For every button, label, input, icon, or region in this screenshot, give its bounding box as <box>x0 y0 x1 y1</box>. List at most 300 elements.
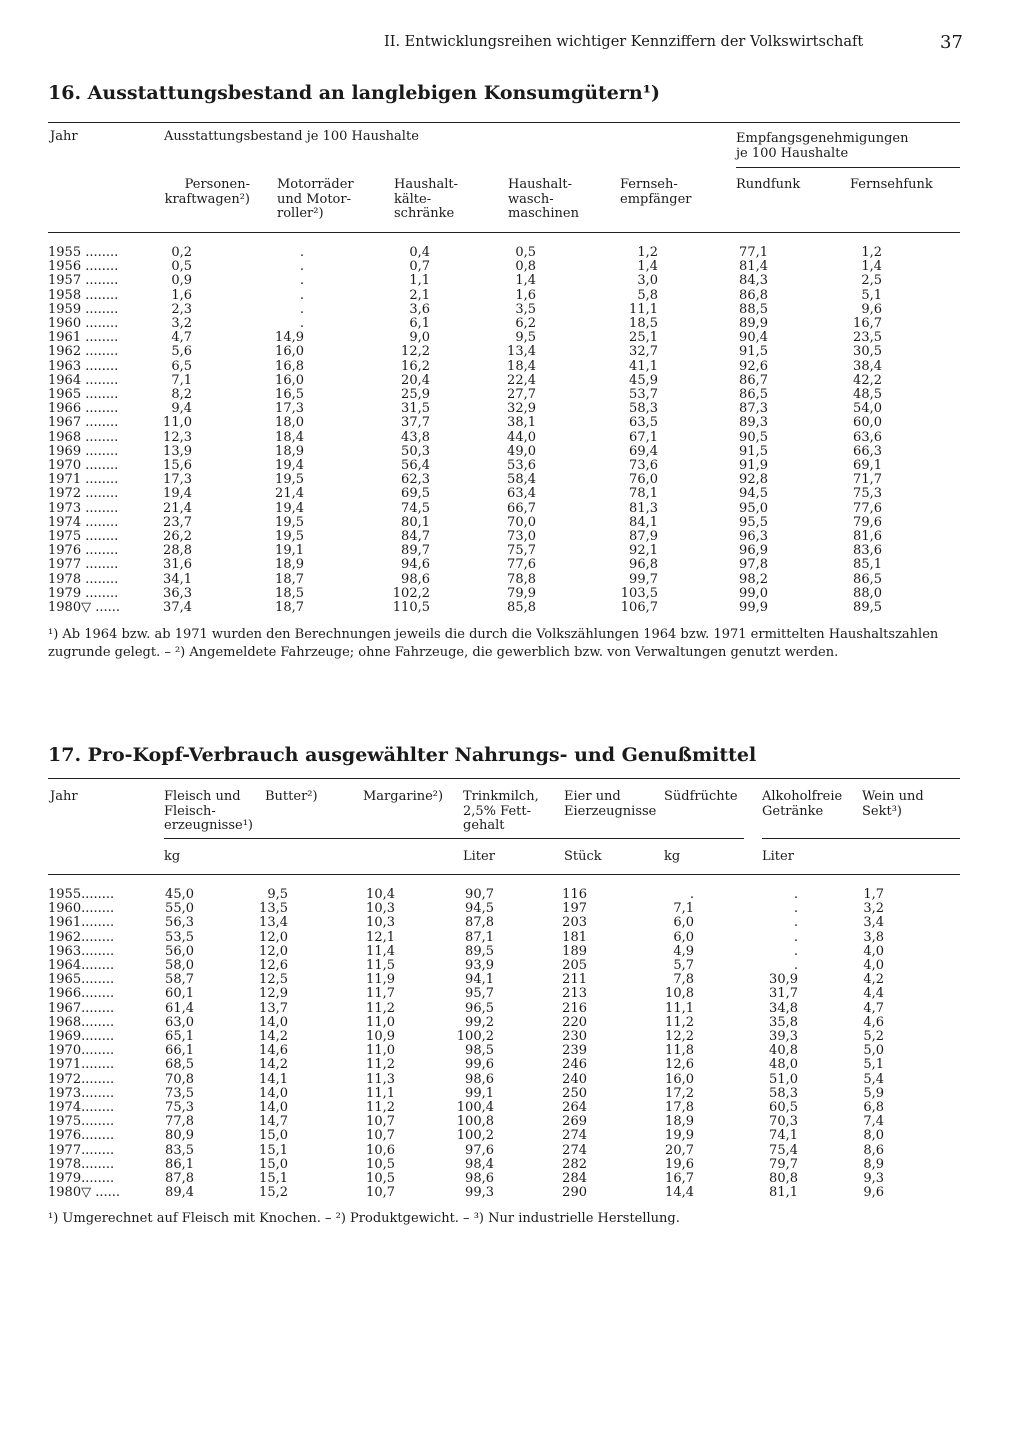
table-cell: 14,2 <box>259 1029 288 1044</box>
table-row <box>48 959 960 973</box>
table-cell: 11,3 <box>366 1071 395 1087</box>
table16-col-kuehlschrank: Haushalt- kälte- schränke <box>394 177 459 221</box>
table-cell: 84,7 <box>401 529 430 544</box>
table-cell: 86,8 <box>739 287 768 303</box>
table-cell: 92,8 <box>739 472 768 488</box>
table-cell: 41,1 <box>629 358 658 374</box>
row-year: 1975........ <box>48 1114 115 1130</box>
table-cell: 13,4 <box>259 915 288 931</box>
table-cell: 66,3 <box>853 443 882 459</box>
table-row <box>48 987 960 1001</box>
table-cell: 55,0 <box>165 901 194 917</box>
row-year: 1965........ <box>48 972 115 988</box>
table-cell: 10,9 <box>366 1029 395 1044</box>
table-cell: 99,6 <box>465 1057 494 1073</box>
table-cell: 27,7 <box>507 387 536 402</box>
table-cell: 230 <box>562 1029 587 1044</box>
table-cell: 88,5 <box>739 301 768 317</box>
table-row <box>48 973 960 987</box>
table-row <box>48 1002 960 1016</box>
table-cell: 56,0 <box>165 943 194 959</box>
table-cell: 76,0 <box>629 472 658 488</box>
row-year: 1958 ........ <box>48 287 119 303</box>
table-cell: 63,6 <box>853 429 882 445</box>
table-cell: 18,5 <box>275 585 304 601</box>
table-cell: 18,5 <box>629 316 658 331</box>
table-cell: 99,1 <box>465 1085 494 1101</box>
table-cell: 42,2 <box>853 372 882 388</box>
table-cell: . <box>299 301 304 317</box>
table-cell: 80,9 <box>165 1128 194 1144</box>
table-row <box>48 459 960 473</box>
table-cell: 15,2 <box>259 1185 288 1201</box>
table-cell: 58,3 <box>769 1085 798 1101</box>
table-cell: 1,1 <box>409 273 430 289</box>
table-cell: 83,5 <box>165 1142 194 1158</box>
table16-group2-rule <box>736 167 960 168</box>
table-cell: 10,5 <box>366 1171 395 1186</box>
table-row <box>48 246 960 260</box>
table-row <box>48 544 960 558</box>
table-cell: 0,5 <box>171 259 192 275</box>
table17-unit-liter2: Liter <box>762 849 794 864</box>
table-cell: 181 <box>562 929 587 945</box>
table17-col-eier: Eier und Eierzeugnisse <box>564 789 657 819</box>
table-cell: 39,3 <box>769 1029 798 1044</box>
table-cell: 10,6 <box>366 1142 395 1158</box>
table-cell: 216 <box>562 1000 587 1016</box>
table-cell: 12,5 <box>259 972 288 988</box>
table16-col-fernseher: Fernseh- empfänger <box>620 177 692 207</box>
table-row <box>48 902 960 916</box>
row-year: 1962 ........ <box>48 344 119 360</box>
table-cell: 13,9 <box>163 443 192 459</box>
table-cell: 8,0 <box>863 1128 884 1144</box>
table-cell: 16,2 <box>401 358 430 374</box>
table-cell: 23,5 <box>853 330 882 346</box>
table-cell: 98,6 <box>401 571 430 587</box>
table-cell: 3,6 <box>409 301 430 317</box>
table-cell: 9,5 <box>267 887 288 902</box>
table-cell: 9,5 <box>515 330 536 346</box>
table-cell: 5,6 <box>171 344 192 360</box>
table-cell: 89,4 <box>165 1185 194 1201</box>
table-cell: 77,6 <box>853 500 882 516</box>
table-cell: 4,9 <box>673 943 694 959</box>
table-cell: 18,0 <box>275 415 304 431</box>
table-cell: 73,0 <box>507 529 536 544</box>
table-cell: 18,4 <box>507 358 536 374</box>
table-cell: 14,6 <box>259 1043 288 1059</box>
table-cell: . <box>299 273 304 289</box>
row-year: 1961 ........ <box>48 330 119 346</box>
table-cell: 38,4 <box>853 358 882 374</box>
table-row <box>48 1144 960 1158</box>
table-cell: 67,1 <box>629 429 658 445</box>
row-year: 1980▽ ...... <box>48 1185 121 1201</box>
table-cell: 60,5 <box>769 1100 798 1115</box>
table-row <box>48 317 960 331</box>
table-cell: 77,6 <box>507 557 536 573</box>
table-cell: 49,0 <box>507 443 536 459</box>
table-cell: 89,5 <box>853 600 882 615</box>
table-row <box>48 888 960 902</box>
table-cell: 60,1 <box>165 986 194 1002</box>
row-year: 1971........ <box>48 1057 115 1073</box>
table-cell: 102,2 <box>392 585 430 601</box>
table-cell: 14,0 <box>259 1014 288 1030</box>
table-cell: . <box>299 316 304 331</box>
table-cell: 18,9 <box>275 557 304 573</box>
table-cell: 4,0 <box>863 958 884 973</box>
table-cell: 96,3 <box>739 529 768 544</box>
table-cell: 70,8 <box>165 1071 194 1087</box>
table-cell: 1,4 <box>515 273 536 289</box>
table-cell: 99,0 <box>739 585 768 601</box>
table-cell: 11,0 <box>163 415 192 431</box>
row-year: 1976 ........ <box>48 543 119 559</box>
table-cell: 85,8 <box>507 600 536 615</box>
table-cell: 20,7 <box>665 1142 694 1158</box>
table-cell: 189 <box>562 943 587 959</box>
row-year: 1964........ <box>48 958 115 973</box>
table-row <box>48 502 960 516</box>
table-row <box>48 1172 960 1186</box>
table-cell: 79,6 <box>853 514 882 530</box>
table-cell: 274 <box>562 1128 587 1144</box>
row-year: 1972........ <box>48 1071 115 1087</box>
row-year: 1968 ........ <box>48 429 119 445</box>
table-cell: 90,5 <box>739 429 768 445</box>
table-cell: 12,3 <box>163 429 192 445</box>
table-cell: 70,3 <box>769 1114 798 1130</box>
row-year: 1970........ <box>48 1043 115 1059</box>
table17-footnote: ¹) Umgerechnet auf Fleisch mit Knochen. – ²) Produktgewicht. – ³) Nur industrielle Herstellung. <box>48 1211 680 1226</box>
row-year: 1968........ <box>48 1014 115 1030</box>
table-cell: 96,8 <box>629 557 658 573</box>
table-cell: 7,8 <box>673 972 694 988</box>
table-cell: . <box>793 901 798 917</box>
table-cell: 18,9 <box>665 1114 694 1130</box>
table-cell: 5,1 <box>863 1057 884 1073</box>
table-row <box>48 374 960 388</box>
table-cell: 4,7 <box>171 330 192 346</box>
table-row <box>48 945 960 959</box>
table-cell: 94,5 <box>465 901 494 917</box>
table-cell: 91,9 <box>739 458 768 473</box>
table-cell: 97,6 <box>465 1142 494 1158</box>
table-cell: 89,5 <box>465 943 494 959</box>
table-cell: 15,1 <box>259 1171 288 1186</box>
table-cell: 37,4 <box>163 600 192 615</box>
table-cell: 89,7 <box>401 543 430 559</box>
table-cell: 87,8 <box>465 915 494 931</box>
table-cell: 86,5 <box>853 571 882 587</box>
table-cell: . <box>299 245 304 260</box>
table-cell: 31,5 <box>401 401 430 417</box>
table-cell: 250 <box>562 1085 587 1101</box>
table-cell: 86,7 <box>739 372 768 388</box>
row-year: 1980▽ ...... <box>48 600 121 615</box>
table-cell: 12,1 <box>366 929 395 945</box>
table-cell: 6,5 <box>171 358 192 374</box>
table-cell: 69,5 <box>401 486 430 502</box>
table17-unit-liter: Liter <box>463 849 495 864</box>
table-cell: 87,3 <box>739 401 768 417</box>
table-row <box>48 360 960 374</box>
table-cell: 75,7 <box>507 543 536 559</box>
table-cell: 81,3 <box>629 500 658 516</box>
table-cell: 5,1 <box>861 287 882 303</box>
table-cell: 5,0 <box>863 1043 884 1059</box>
row-year: 1972 ........ <box>48 486 119 502</box>
table-cell: . <box>299 287 304 303</box>
table17-col-fleisch: Fleisch und Fleisch- erzeugnisse¹) <box>164 789 253 833</box>
table-cell: 78,8 <box>507 571 536 587</box>
table-cell: 3,2 <box>863 901 884 917</box>
table-cell: 80,8 <box>769 1171 798 1186</box>
table-cell: 53,6 <box>507 458 536 473</box>
table-cell: 18,7 <box>275 571 304 587</box>
table-cell: 13,4 <box>507 344 536 360</box>
table-cell: 56,3 <box>165 915 194 931</box>
table-cell: 11,2 <box>366 1000 395 1016</box>
table-cell: 16,7 <box>853 316 882 331</box>
table-cell: 71,7 <box>853 472 882 488</box>
row-year: 1978 ........ <box>48 571 119 587</box>
row-year: 1976........ <box>48 1128 115 1144</box>
table-cell: 12,0 <box>259 929 288 945</box>
table-cell: 0,8 <box>515 259 536 275</box>
table-cell: 22,4 <box>507 372 536 388</box>
table-cell: 19,6 <box>665 1156 694 1172</box>
table-cell: 16,0 <box>665 1071 694 1087</box>
table-cell: 16,7 <box>665 1171 694 1186</box>
table-cell: 2,3 <box>171 301 192 317</box>
table-cell: . <box>793 915 798 931</box>
table17-col-butter: Butter²) <box>265 789 318 804</box>
table-cell: 94,5 <box>739 486 768 502</box>
table-cell: 16,5 <box>275 387 304 402</box>
table17-year-header: Jahr <box>50 789 78 804</box>
table-cell: 205 <box>562 958 587 973</box>
table-cell: 21,4 <box>275 486 304 502</box>
table-cell: 30,9 <box>769 972 798 988</box>
table17-unit-rule-right <box>762 838 960 839</box>
table-cell: 7,4 <box>863 1114 884 1130</box>
table-row <box>48 601 960 615</box>
table-cell: 92,6 <box>739 358 768 374</box>
row-year: 1957 ........ <box>48 273 119 289</box>
table-cell: 11,1 <box>629 301 658 317</box>
table-row <box>48 402 960 416</box>
table-cell: 87,1 <box>465 929 494 945</box>
table-cell: 14,1 <box>259 1071 288 1087</box>
table-cell: 11,0 <box>366 1043 395 1059</box>
table-row <box>48 260 960 274</box>
table-cell: 74,1 <box>769 1128 798 1144</box>
table-row <box>48 445 960 459</box>
table-row <box>48 416 960 430</box>
table-cell: 81,6 <box>853 529 882 544</box>
table-cell: 8,9 <box>863 1156 884 1172</box>
table-cell: 12,6 <box>665 1057 694 1073</box>
table16-year-header: Jahr <box>50 129 78 144</box>
table-cell: 75,3 <box>853 486 882 502</box>
table-cell: 53,5 <box>165 929 194 945</box>
table-cell: 19,5 <box>275 514 304 530</box>
table-cell: 6,2 <box>515 316 536 331</box>
table-cell: 87,9 <box>629 529 658 544</box>
table-cell: 68,5 <box>165 1057 194 1073</box>
table-cell: 94,6 <box>401 557 430 573</box>
table-cell: 86,1 <box>165 1156 194 1172</box>
table-cell: 23,7 <box>163 514 192 530</box>
table-cell: 14,9 <box>275 330 304 346</box>
table-cell: 2,1 <box>409 287 430 303</box>
table-cell: 16,0 <box>275 372 304 388</box>
table-cell: 4,4 <box>863 986 884 1002</box>
table-cell: 84,1 <box>629 514 658 530</box>
table-cell: 5,2 <box>863 1029 884 1044</box>
table-cell: 83,6 <box>853 543 882 559</box>
row-year: 1967 ........ <box>48 415 119 431</box>
table-row <box>48 1044 960 1058</box>
row-year: 1977........ <box>48 1142 115 1158</box>
table-cell: 19,5 <box>275 529 304 544</box>
table-cell: 40,8 <box>769 1043 798 1059</box>
table16-header-rule <box>48 232 960 233</box>
row-year: 1961........ <box>48 915 115 931</box>
table-cell: 11,0 <box>366 1014 395 1030</box>
table-cell: 56,4 <box>401 458 430 473</box>
table-cell: 10,3 <box>366 901 395 917</box>
table-cell: 11,4 <box>366 943 395 959</box>
table-cell: 21,4 <box>163 500 192 516</box>
table-cell: 220 <box>562 1014 587 1030</box>
table-cell: 10,7 <box>366 1114 395 1130</box>
table-cell: 38,1 <box>507 415 536 431</box>
table-row <box>48 530 960 544</box>
table-cell: 6,8 <box>863 1100 884 1115</box>
row-year: 1975 ........ <box>48 529 119 544</box>
table-cell: 10,8 <box>665 986 694 1002</box>
table-cell: 58,7 <box>165 972 194 988</box>
table-cell: 81,1 <box>769 1185 798 1201</box>
row-year: 1979........ <box>48 1171 115 1186</box>
table-cell: 31,6 <box>163 557 192 573</box>
row-year: 1971 ........ <box>48 472 119 488</box>
table-cell: 12,0 <box>259 943 288 959</box>
table-cell: 7,1 <box>673 901 694 917</box>
table-cell: 66,7 <box>507 500 536 516</box>
table-cell: 9,3 <box>863 1171 884 1186</box>
table-cell: 15,1 <box>259 1142 288 1158</box>
table-cell: 93,9 <box>465 958 494 973</box>
table-cell: 1,6 <box>171 287 192 303</box>
table-cell: 44,0 <box>507 429 536 445</box>
table-cell: 17,2 <box>665 1085 694 1101</box>
table-cell: 51,0 <box>769 1071 798 1087</box>
table-cell: 99,9 <box>739 600 768 615</box>
table-cell: 4,0 <box>863 943 884 959</box>
table-cell: 50,3 <box>401 443 430 459</box>
table-cell: 3,2 <box>171 316 192 331</box>
row-year: 1977 ........ <box>48 557 119 573</box>
table-cell: 90,7 <box>465 887 494 902</box>
table17-title: 17. Pro-Kopf-Verbrauch ausgewählter Nahrungs- und Genußmittel <box>48 744 757 766</box>
table-cell: 58,4 <box>507 472 536 488</box>
table-cell: 0,7 <box>409 259 430 275</box>
row-year: 1955........ <box>48 887 115 902</box>
table-cell: 94,1 <box>465 972 494 988</box>
table-cell: 79,7 <box>769 1156 798 1172</box>
table17-unit-kg2: kg <box>664 849 681 864</box>
table-cell: . <box>689 887 694 902</box>
table-cell: 45,9 <box>629 372 658 388</box>
table-cell: 53,7 <box>629 387 658 402</box>
row-year: 1964 ........ <box>48 372 119 388</box>
table-row <box>48 1186 960 1200</box>
table-cell: 19,5 <box>275 472 304 488</box>
row-year: 1965 ........ <box>48 387 119 402</box>
table-cell: 9,4 <box>171 401 192 417</box>
table-cell: 91,5 <box>739 443 768 459</box>
table-cell: 66,1 <box>165 1043 194 1059</box>
table-cell: 246 <box>562 1057 587 1073</box>
table-cell: 75,4 <box>769 1142 798 1158</box>
table-cell: . <box>299 259 304 275</box>
table-row <box>48 558 960 572</box>
page-number: 37 <box>940 32 963 53</box>
table-cell: 54,0 <box>853 401 882 417</box>
row-year: 1970 ........ <box>48 458 119 473</box>
row-year: 1974 ........ <box>48 514 119 530</box>
table-cell: 73,5 <box>165 1085 194 1101</box>
table-cell: 16,8 <box>275 358 304 374</box>
table-cell: 48,0 <box>769 1057 798 1073</box>
table-cell: 10,4 <box>366 887 395 902</box>
table-cell: 14,0 <box>259 1100 288 1115</box>
table-cell: 45,0 <box>165 887 194 902</box>
table-cell: 7,1 <box>171 372 192 388</box>
table-cell: 20,4 <box>401 372 430 388</box>
table-cell: 100,2 <box>456 1029 494 1044</box>
table-cell: 13,5 <box>259 901 288 917</box>
row-year: 1979 ........ <box>48 585 119 601</box>
table-cell: 91,5 <box>739 344 768 360</box>
row-year: 1967........ <box>48 1000 115 1016</box>
table-row <box>48 1158 960 1172</box>
table-cell: 95,5 <box>739 514 768 530</box>
table-cell: . <box>793 958 798 973</box>
table-cell: 58,3 <box>629 401 658 417</box>
table-cell: 3,0 <box>637 273 658 289</box>
table-cell: 11,5 <box>366 958 395 973</box>
table-cell: 12,9 <box>259 986 288 1002</box>
table-cell: 18,9 <box>275 443 304 459</box>
table-cell: 19,4 <box>275 458 304 473</box>
table-cell: 92,1 <box>629 543 658 559</box>
row-year: 1973 ........ <box>48 500 119 516</box>
table-cell: 11,8 <box>665 1043 694 1059</box>
row-year: 1974........ <box>48 1100 115 1115</box>
table-row <box>48 431 960 445</box>
table-cell: 85,1 <box>853 557 882 573</box>
table-cell: 36,3 <box>163 585 192 601</box>
table16-group2-header: Empfangsgenehmigungen je 100 Haushalte <box>736 131 909 161</box>
table-cell: 18,4 <box>275 429 304 445</box>
